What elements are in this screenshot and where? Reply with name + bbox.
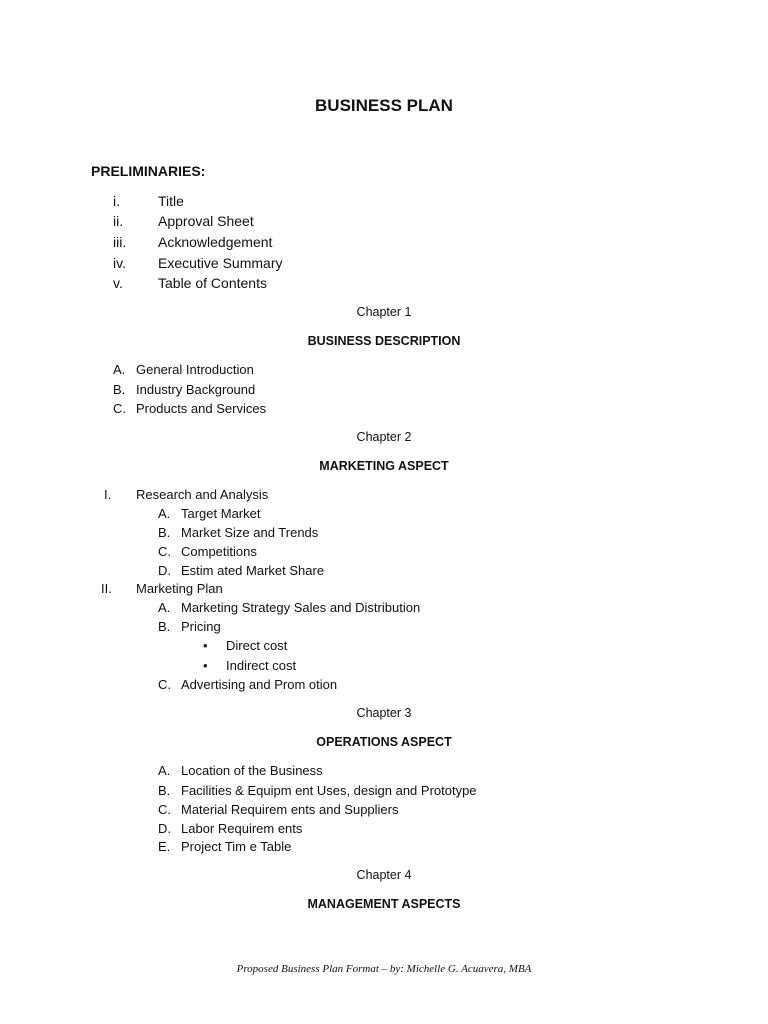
item-label: C. xyxy=(158,544,171,559)
chapter-heading: BUSINESS DESCRIPTION xyxy=(307,334,461,348)
item-label: B. xyxy=(113,382,126,397)
item-label: A. xyxy=(158,600,171,615)
section-text: Research and Analysis xyxy=(136,487,269,502)
item-text: Executive Summary xyxy=(158,255,283,271)
item-label: C. xyxy=(113,401,126,416)
section-label: II. xyxy=(101,581,112,596)
item-label: D. xyxy=(158,563,171,578)
preliminaries-heading: PRELIMINARIES: xyxy=(91,163,206,179)
item-label: B. xyxy=(158,783,171,798)
item-label: A. xyxy=(158,506,171,521)
bullet-icon: • xyxy=(203,658,208,673)
bullet-text: Direct cost xyxy=(226,638,288,653)
item-text: Market Size and Trends xyxy=(181,525,319,540)
chapter-heading: OPERATIONS ASPECT xyxy=(316,735,452,749)
item-text: Title xyxy=(158,193,184,209)
bullet-icon: • xyxy=(203,638,208,653)
item-number: i. xyxy=(113,193,120,209)
item-text: Table of Contents xyxy=(158,275,267,291)
item-text: Competitions xyxy=(181,544,257,559)
item-text: Labor Requirem ents xyxy=(181,821,303,836)
item-text: Target Market xyxy=(181,506,261,521)
chapter-label: Chapter 2 xyxy=(356,430,412,444)
chapter-label: Chapter 3 xyxy=(356,706,412,720)
item-label: C. xyxy=(158,802,171,817)
page-footer: Proposed Business Plan Format – by: Michelle G. Acuavera, MBA xyxy=(236,963,532,975)
item-label: A. xyxy=(113,362,126,377)
item-number: iv. xyxy=(113,255,126,271)
item-text: Products and Services xyxy=(136,401,267,416)
item-text: Marketing Strategy Sales and Distribution xyxy=(181,600,421,615)
item-label: D. xyxy=(158,821,171,836)
item-number: v. xyxy=(113,275,123,291)
section-label: I. xyxy=(104,487,112,502)
chapter-heading: MARKETING ASPECT xyxy=(319,459,449,473)
section-text: Marketing Plan xyxy=(136,581,223,596)
item-label: C. xyxy=(158,677,171,692)
item-number: ii. xyxy=(113,213,124,229)
item-text: Advertising and Prom otion xyxy=(181,677,338,692)
item-label: B. xyxy=(158,525,171,540)
chapter-heading: MANAGEMENT ASPECTS xyxy=(307,897,461,911)
item-text: Project Tim e Table xyxy=(181,839,292,854)
item-label: A. xyxy=(158,763,171,778)
chapter-label: Chapter 1 xyxy=(356,305,412,319)
item-text: Industry Background xyxy=(136,382,256,397)
item-text: Facilities & Equipm ent Uses, design and Prototype xyxy=(181,783,477,798)
item-label: B. xyxy=(158,619,171,634)
item-text: Location of the Business xyxy=(181,763,323,778)
item-label: E. xyxy=(158,839,171,854)
page-title: BUSINESS PLAN xyxy=(315,96,453,115)
item-text: Material Requirem ents and Suppliers xyxy=(181,802,399,817)
item-number: iii. xyxy=(113,234,127,250)
item-text: Estim ated Market Share xyxy=(181,563,325,578)
item-text: Pricing xyxy=(181,619,221,634)
chapter-label: Chapter 4 xyxy=(356,868,412,882)
item-text: Approval Sheet xyxy=(158,213,254,229)
item-text: General Introduction xyxy=(136,362,254,377)
item-text: Acknowledgement xyxy=(158,234,273,250)
bullet-text: Indirect cost xyxy=(226,658,297,673)
